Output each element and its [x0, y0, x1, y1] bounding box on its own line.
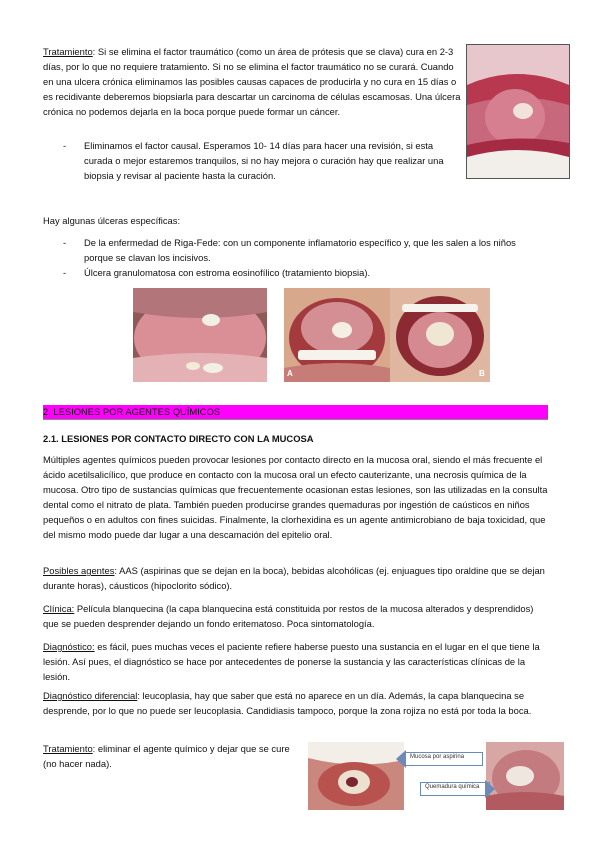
section-heading-text: 2. LESIONES POR AGENTES QUÍMICOS — [43, 406, 221, 417]
treatment-text: : Si se elimina el factor traumático (como un área de prótesis que se clava) cura en 2-3 días, por lo que no requiere tratamiento. Si no se elimina el factor traumático no se curará. Cuando en una ulcera crónica eliminamos las posibles causas capaces de producirla y no cura en 15 días o es recidivante deberemos biopsiarla para descartar un carcinoma de células escamosas. Una úlcera crónica no podemos dejarla en la boca porque puede formar un cáncer. — [43, 46, 461, 117]
treatment-chemical-label: Tratamiento — [43, 743, 93, 754]
diagnosis-label: Diagnóstico: — [43, 641, 95, 652]
chemical-agents-intro: Múltiples agentes químicos pueden provocar lesiones por contacto directo en la mucosa oral, siendo el más frecuente el ácido acetilsalicílico, que produce en contacto con la mucosa oral un efecto cauterizante, una necrosis química de la mucosa. Otro tipo de sustancias químicas que frecuentemente ocasionan estas lesiones, son las utilizadas en la consulta dental como el nitrato de plata. También pueden producirse grandes quemaduras por ingestión de caústicos en niños pequeños o en adultos con fines suicidas. Finalmente, la clorhexidina es un agente antimicrobiano de baja toxicidad, que del mismo modo puede dar lugar a una descamación del epitelio oral. — [43, 454, 548, 540]
possible-agents-text: : AAS (aspirinas que se dejan en la boca), bebidas alcohólicas (ej. enjuagues tipo oraldine que se dejan durante horas), cáusticos (hipoclorito sódico). — [43, 565, 545, 591]
figure-caption-b: B — [479, 369, 485, 378]
arrow-aspirin-icon — [396, 750, 406, 768]
granulomatous-ulcer-photo-a — [284, 288, 390, 382]
possible-agents-label: Posibles agentes — [43, 565, 115, 576]
bullet-dash: - — [63, 267, 67, 278]
clinic-text: Película blanquecina (la capa blanquecina está constituida por restos de la mucosa alterados y desprendidos) que se pueden desprender dejando un fondo eritematoso. Poca sintomatología. — [43, 603, 534, 629]
section-heading-chemical-agents — [43, 405, 548, 420]
riga-fede-tongue-photo — [133, 288, 267, 382]
bullet-granulomatous-text: Úlcera granulomatosa con estroma eosinofílico (tratamiento biopsia). — [84, 267, 371, 278]
figure-caption-a: A — [287, 369, 293, 378]
paragraph-possible-agents — [43, 563, 551, 593]
paragraph-treatment-chemical — [43, 741, 301, 771]
label-chemical-burn-text: Quemadura química — [425, 784, 480, 790]
bullet-causal-factor — [43, 138, 463, 183]
bullet-dash: - — [63, 140, 67, 151]
paragraph-diagnosis — [43, 639, 551, 684]
bullet-granulomatous — [43, 265, 548, 280]
subsection-heading: 2.1. LESIONES POR CONTACTO DIRECTO CON LA MUCOSA — [43, 433, 314, 444]
treatment-chemical-text: : eliminar el agente químico y dejar que se cure (no hacer nada). — [43, 743, 290, 769]
bullet-causal-text: Eliminamos el factor causal. Esperamos 10- 14 días para hacer una revisión, si esta curada o mejor estaremos tranquilos, si no hay mejora o curación hay que realizar una biopsia y revisar al paciente hasta la curación. — [84, 140, 444, 181]
label-aspirin-text: Mucosa por aspirina — [410, 754, 465, 760]
treatment-label: Tratamiento — [43, 46, 93, 57]
bullet-dash: - — [63, 237, 67, 248]
paragraph-differential-diagnosis — [43, 688, 551, 718]
label-arrow-aspirin — [405, 752, 483, 766]
treatment-paragraph — [43, 44, 461, 119]
chemical-burn-photo-right — [486, 742, 564, 810]
paragraph-clinic — [43, 601, 551, 631]
differential-diagnosis-label: Diagnóstico diferencial — [43, 690, 138, 701]
differential-diagnosis-text: : leucoplasia, hay que saber que está no aparece en un día. Además, la capa blanquecina se desprende, por lo que no puede ser leucoplasia. Candidiasis tampoco, porque la zona rojiza no está por toda la boca. — [43, 690, 532, 716]
granulomatous-ulcer-photo-b — [390, 288, 490, 382]
clinic-label: Clínica: — [43, 603, 75, 614]
arrow-chemical-burn-icon — [485, 780, 495, 798]
bullet-riga-fede-text: De la enfermedad de Riga-Fede: con un componente inflamatorio específico y, que les salen a los niños porque se clavan los incisivos. — [84, 237, 516, 263]
ulcer-photo-lip — [466, 44, 570, 179]
bullet-riga-fede — [43, 235, 548, 265]
chemical-burn-photo-left — [308, 742, 404, 810]
specific-ulcers-intro: Hay algunas úlceras específicas: — [43, 215, 181, 226]
label-arrow-chemical-burn — [420, 782, 490, 796]
diagnosis-text: es fácil, pues muchas veces el paciente refiere haberse puesto una sustancia en el lugar en el que tiene la lesión. Así pues, el diagnóstico se hace por antecedentes de ponerse la sustancia y las características clínicas de la lesión. — [43, 641, 540, 682]
